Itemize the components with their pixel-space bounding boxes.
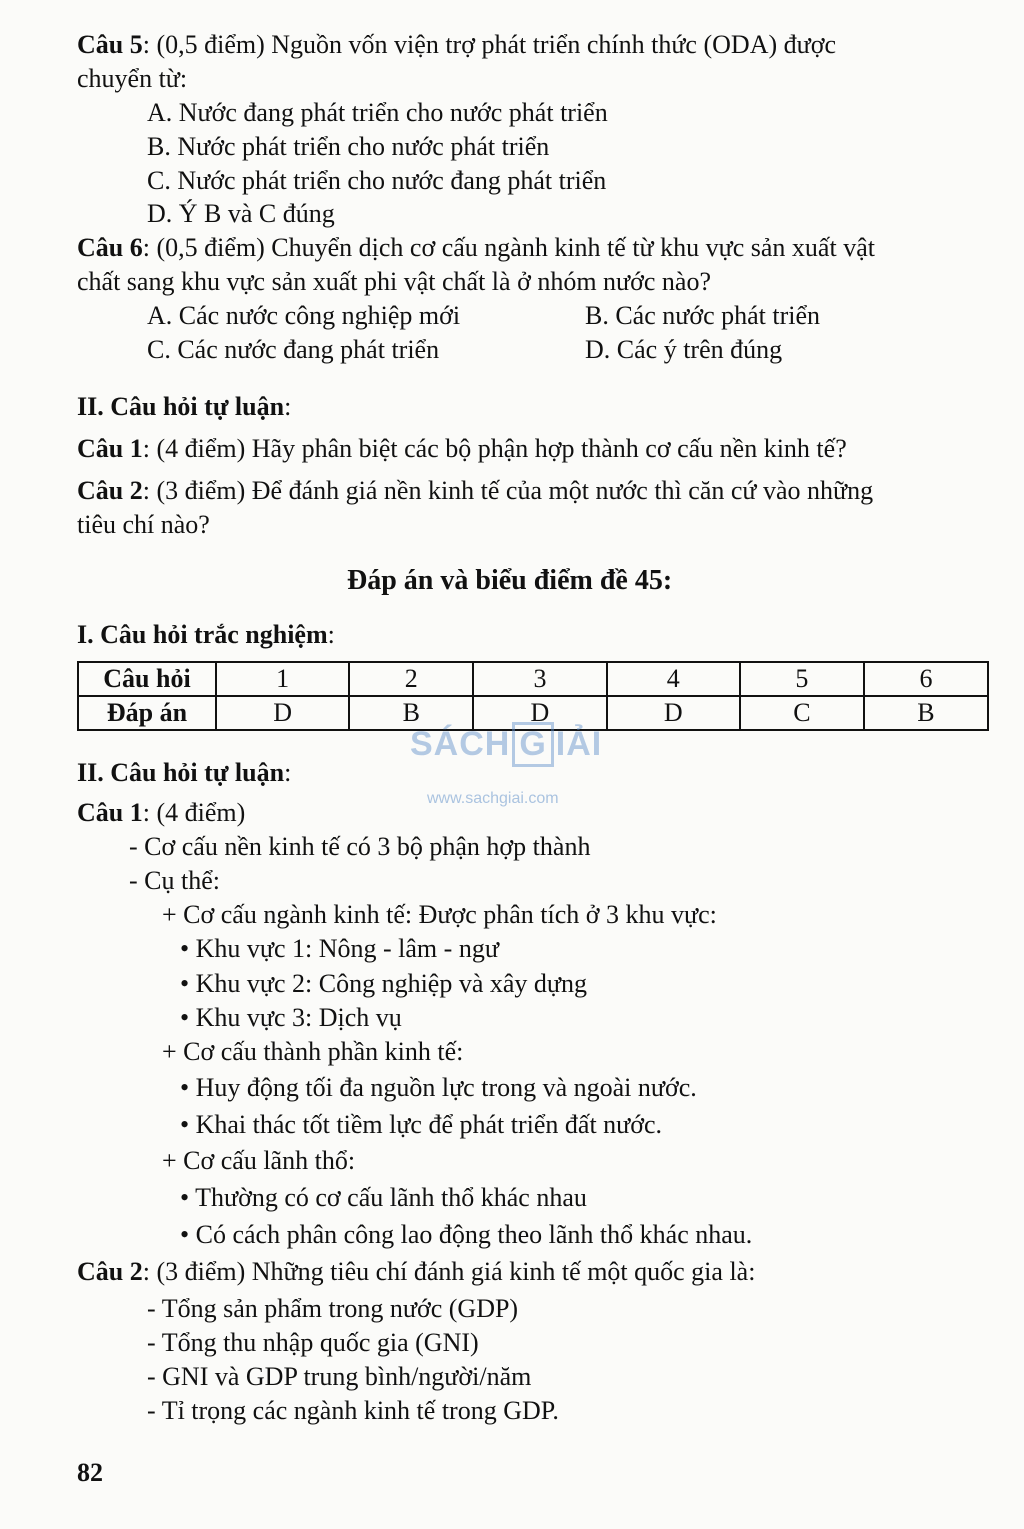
question-label: Câu 2 bbox=[77, 476, 143, 505]
list-item: - Tổng thu nhập quốc gia (GNI) bbox=[147, 1328, 479, 1357]
question-label: Câu 6 bbox=[77, 233, 143, 262]
answer-points: : (4 điểm) bbox=[142, 798, 246, 827]
row-header: Đáp án bbox=[78, 696, 216, 730]
question-text: : (0,5 điểm) Chuyển dịch cơ cấu ngành kinh tế từ khu vực sản xuất vật bbox=[142, 233, 875, 262]
heading-colon: : bbox=[327, 620, 335, 649]
list-item: - Tổng sản phẩm trong nước (GDP) bbox=[147, 1294, 519, 1323]
table-cell: C bbox=[740, 696, 864, 730]
table-cell: 4 bbox=[607, 662, 740, 696]
question-6-cont: chất sang khu vực sản xuất phi vật chất là ở nhóm nước nào? bbox=[77, 267, 712, 296]
question-text: : (0,5 điểm) Nguồn vốn viện trợ phát triển chính thức (ODA) được bbox=[142, 30, 837, 59]
essay-answers-heading bbox=[77, 756, 291, 790]
list-item: • Thường có cơ cấu lãnh thổ khác nhau bbox=[180, 1183, 587, 1212]
heading-text: I. Câu hỏi trắc nghiệm bbox=[77, 620, 328, 649]
list-item: • Khai thác tốt tiềm lực để phát triển đất nước. bbox=[180, 1110, 663, 1139]
heading-text: II. Câu hỏi tự luận bbox=[77, 392, 285, 421]
table-cell: D bbox=[607, 696, 740, 730]
table-cell: 1 bbox=[216, 662, 349, 696]
question-text: : (3 điểm) Để đánh giá nền kinh tế của một nước thì căn cứ vào những bbox=[142, 476, 874, 505]
page-number: 82 bbox=[77, 1458, 103, 1487]
question-6 bbox=[77, 231, 875, 265]
answer-table bbox=[77, 661, 989, 731]
essay-question-2 bbox=[77, 474, 873, 508]
watermark-text: SÁCH bbox=[410, 725, 511, 763]
table-cell: 3 bbox=[473, 662, 606, 696]
list-item: • Khu vực 3: Dịch vụ bbox=[180, 1003, 402, 1032]
heading-colon: : bbox=[284, 758, 292, 787]
list-item: - GNI và GDP trung bình/người/năm bbox=[147, 1362, 532, 1391]
answer-label: Câu 1 bbox=[77, 798, 143, 827]
essay-question-2-cont: tiêu chí nào? bbox=[77, 510, 210, 539]
option-b: B. Các nước phát triển bbox=[585, 301, 821, 330]
mc-heading bbox=[77, 618, 335, 652]
table-cell: D bbox=[473, 696, 606, 730]
answer-1-heading bbox=[77, 796, 245, 830]
option-a: A. Nước đang phát triển cho nước phát triển bbox=[147, 98, 608, 127]
list-item: • Khu vực 2: Công nghiệp và xây dựng bbox=[180, 969, 588, 998]
list-item: - Cơ cấu nền kinh tế có 3 bộ phận hợp thành bbox=[129, 832, 591, 861]
table-row bbox=[78, 662, 988, 696]
table-cell: 2 bbox=[349, 662, 473, 696]
answer-title: Đáp án và biểu điểm đề 45: bbox=[347, 565, 673, 596]
option-d: D. Các ý trên đúng bbox=[585, 335, 783, 364]
heading-text: II. Câu hỏi tự luận bbox=[77, 758, 285, 787]
watermark-url: www.sachgiai.com bbox=[427, 790, 559, 807]
table-cell: 6 bbox=[864, 662, 988, 696]
answer-text: : (3 điểm) Những tiêu chí đánh giá kinh tế một quốc gia là: bbox=[142, 1257, 756, 1286]
answer-label: Câu 2 bbox=[77, 1257, 143, 1286]
question-5-cont: chuyển từ: bbox=[77, 64, 188, 93]
question-label: Câu 1 bbox=[77, 434, 143, 463]
table-cell: 5 bbox=[740, 662, 864, 696]
question-label: Câu 5 bbox=[77, 30, 143, 59]
option-c: C. Nước phát triển cho nước đang phát triển bbox=[147, 166, 607, 195]
row-header: Câu hỏi bbox=[78, 662, 216, 696]
list-item: + Cơ cấu lãnh thổ: bbox=[162, 1146, 356, 1175]
list-item: • Có cách phân công lao động theo lãnh thổ khác nhau. bbox=[180, 1220, 753, 1249]
essay-heading bbox=[77, 390, 291, 424]
list-item: - Tỉ trọng các ngành kinh tế trong GDP. bbox=[147, 1396, 559, 1425]
question-text: : (4 điểm) Hãy phân biệt các bộ phận hợp thành cơ cấu nền kinh tế? bbox=[142, 434, 847, 463]
table-cell: D bbox=[216, 696, 349, 730]
heading-colon: : bbox=[284, 392, 292, 421]
list-item: + Cơ cấu thành phần kinh tế: bbox=[162, 1037, 464, 1066]
table-cell: B bbox=[349, 696, 473, 730]
watermark-text: IẢI bbox=[555, 725, 603, 763]
list-item: - Cụ thể: bbox=[129, 866, 220, 895]
option-a: A. Các nước công nghiệp mới bbox=[147, 301, 461, 330]
option-c: C. Các nước đang phát triển bbox=[147, 335, 440, 364]
list-item: + Cơ cấu ngành kinh tế: Được phân tích ở 3 khu vực: bbox=[162, 900, 717, 929]
answer-2-heading bbox=[77, 1255, 755, 1289]
watermark-logo bbox=[410, 722, 602, 767]
essay-question-1 bbox=[77, 432, 847, 466]
watermark-g-box: G bbox=[512, 722, 553, 767]
option-d: D. Ý B và C đúng bbox=[147, 199, 335, 228]
question-5 bbox=[77, 28, 836, 62]
list-item: • Khu vực 1: Nông - lâm - ngư bbox=[180, 934, 499, 963]
list-item: • Huy động tối đa nguồn lực trong và ngoài nước. bbox=[180, 1073, 697, 1102]
table-cell: B bbox=[864, 696, 988, 730]
option-b: B. Nước phát triển cho nước phát triển bbox=[147, 132, 550, 161]
